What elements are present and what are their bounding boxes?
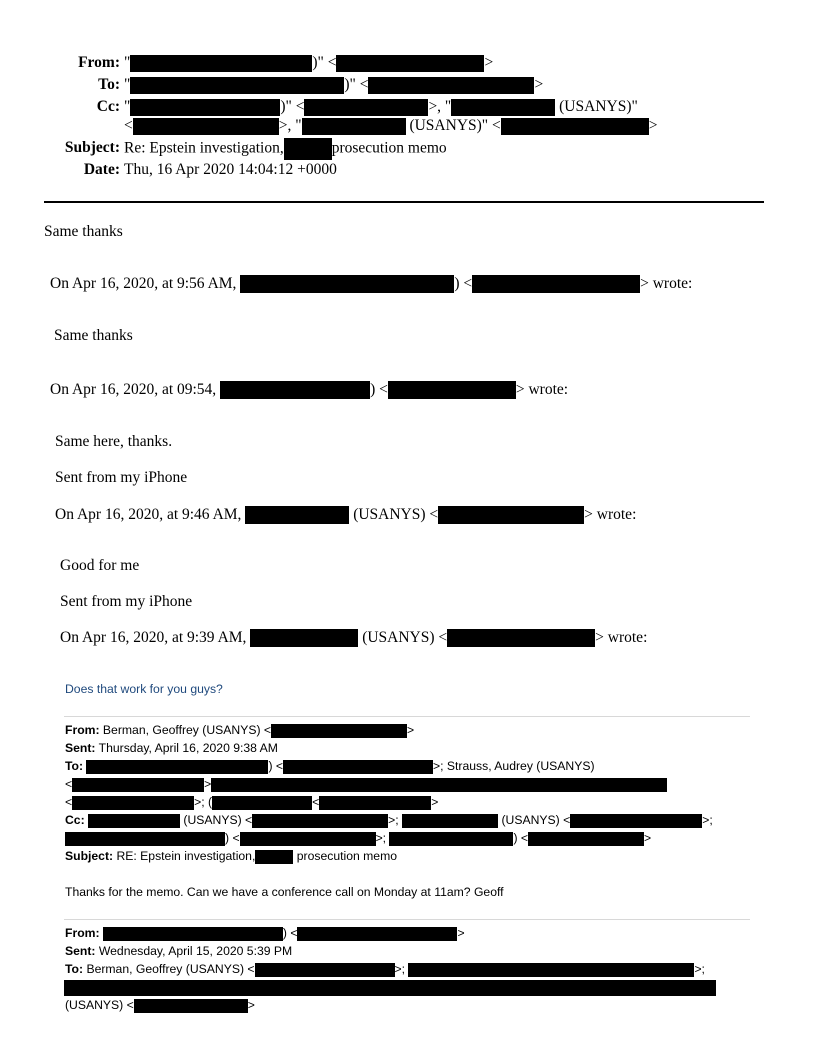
reply-text: Same here, thanks.	[55, 433, 173, 450]
quote-header: On Apr 16, 2020, at 09:54, ) < > wrote:	[50, 381, 569, 398]
msg2-sent: Sent: Wednesday, April 15, 2020 5:39 PM	[65, 944, 293, 958]
cc-value-line2: < >, " (USANYS)" < >	[124, 117, 658, 134]
redaction	[103, 927, 283, 941]
cc-value: " )" < >, " (USANYS)"	[124, 98, 638, 115]
redaction	[528, 832, 644, 846]
redaction	[388, 381, 516, 399]
redaction	[255, 850, 293, 864]
redaction	[220, 381, 370, 399]
msg2-to-line3: (USANYS) < >	[65, 998, 255, 1012]
redaction	[130, 99, 280, 116]
msg1-to-line3: < >; ( < >	[65, 795, 439, 809]
redaction	[368, 77, 534, 94]
msg1-sent: Sent: Thursday, April 16, 2020 9:38 AM	[65, 741, 278, 755]
redaction	[271, 724, 407, 738]
redaction	[302, 118, 406, 135]
to-label: To:	[98, 76, 120, 93]
redaction	[570, 814, 702, 828]
message-divider	[64, 716, 750, 717]
subject-label: Subject:	[64, 139, 120, 156]
redaction	[501, 118, 649, 135]
signature-text: Sent from my iPhone	[55, 469, 188, 486]
redaction	[255, 963, 395, 977]
date-value: Thu, 16 Apr 2020 14:04:12 +0000	[124, 161, 337, 178]
redaction	[134, 999, 248, 1013]
quote-header: On Apr 16, 2020, at 9:39 AM, (USANYS) < > wrote:	[60, 629, 648, 646]
redaction	[389, 832, 513, 846]
redaction	[130, 77, 344, 94]
redaction	[438, 506, 584, 524]
redaction	[130, 55, 312, 72]
from-label: From:	[78, 54, 120, 71]
reply-text: Good for me	[60, 557, 140, 574]
redaction	[250, 629, 358, 647]
to-value: " )" < >	[124, 76, 544, 93]
redaction	[133, 118, 279, 135]
redaction	[212, 796, 312, 810]
msg2-from: From: ) < >	[65, 926, 465, 940]
redaction	[211, 778, 667, 792]
redaction	[245, 506, 349, 524]
quote-header: On Apr 16, 2020, at 9:46 AM, (USANYS) < > wrote:	[55, 506, 637, 523]
redaction	[65, 832, 225, 846]
redaction	[447, 629, 595, 647]
msg2-to: To: Berman, Geoffrey (USANYS) < >; >;	[65, 962, 705, 976]
question-text: Does that work for you guys?	[65, 682, 223, 696]
redaction	[64, 980, 716, 996]
redaction	[472, 275, 640, 293]
date-label: Date:	[83, 161, 120, 178]
redaction	[336, 55, 484, 72]
redaction	[319, 796, 431, 810]
from-value: " )" < >	[124, 54, 494, 71]
cc-label: Cc:	[96, 98, 120, 115]
redaction	[252, 814, 388, 828]
quote-header: On Apr 16, 2020, at 9:56 AM, ) < > wrote:	[50, 275, 693, 292]
redaction	[297, 927, 457, 941]
redaction	[240, 832, 376, 846]
reply-text: Same thanks	[54, 327, 133, 344]
redaction	[240, 275, 454, 293]
header-divider	[44, 201, 764, 203]
msg1-to: To: ) < >; Strauss, Audrey (USANYS)	[65, 759, 595, 773]
message-divider	[64, 919, 750, 920]
redaction	[408, 963, 694, 977]
msg1-to-line2: < >	[65, 775, 667, 793]
redaction	[72, 778, 204, 792]
redaction	[304, 99, 428, 116]
msg1-subject: Subject: RE: Epstein investigation, prosecution memo	[65, 849, 398, 863]
redaction	[451, 99, 555, 116]
signature-text: Sent from my iPhone	[60, 593, 193, 610]
subject-value: Re: Epstein investigation, prosecution memo	[124, 138, 447, 160]
msg2-to-line2	[64, 978, 716, 996]
redaction	[283, 760, 433, 774]
redaction	[402, 814, 498, 828]
msg1-body: Thanks for the memo. Can we have a conference call on Monday at 11am? Geoff	[65, 885, 504, 899]
redaction	[88, 814, 180, 828]
redaction	[86, 760, 268, 774]
reply-text: Same thanks	[44, 223, 123, 240]
msg1-from: From: Berman, Geoffrey (USANYS) < >	[65, 723, 415, 737]
redaction	[284, 138, 332, 160]
msg1-cc-line2: ) < >; ) < >	[65, 829, 651, 847]
redaction	[72, 796, 194, 810]
msg1-cc: Cc: (USANYS) < >; (USANYS) < >;	[65, 813, 713, 827]
